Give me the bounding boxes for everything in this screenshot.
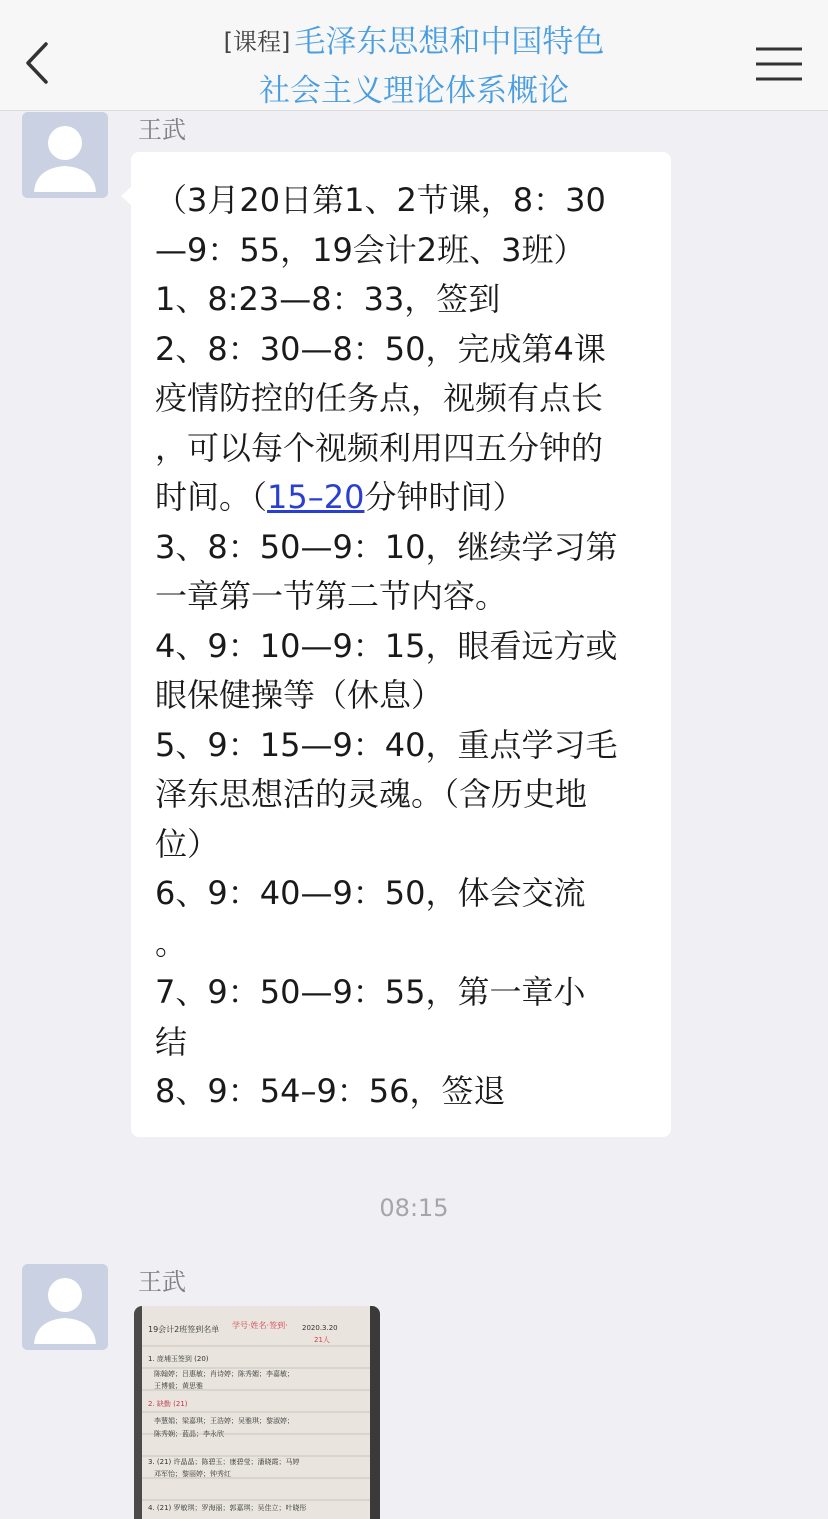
chevron-left-icon [14,30,64,94]
message-line: 泽东思想活的灵魂。（含历史地 [155,775,588,813]
photo-title: 19会计2班签到名单 [148,1325,220,1334]
photo-line: 2. 缺勤 (21) [148,1400,188,1408]
message-bubble[interactable] [131,152,671,1137]
default-user-avatar-icon [22,112,108,198]
photo-line: 1. 庞埔玉签到 (20) [148,1355,209,1363]
message-line: 。 [155,923,188,962]
message-line: 1、8:23—8：33，签到 [155,280,501,318]
course-title-line-1 [150,20,678,69]
course-title-text-1: 毛泽东思想和中国特色 [294,24,605,60]
message-line-with-link [155,473,655,523]
message-line: 疫情防控的任务点，视频有点长 [155,379,604,417]
course-title-text-2: 社会主义理论体系概论 [259,73,569,109]
message-line: 7、9：50—9：55，第一章小 [155,973,586,1011]
message-line: 时间。（ [155,478,268,516]
back-button[interactable] [14,30,64,94]
message-line: 6、9：40—9：50，体会交流 [155,874,586,912]
default-user-avatar-icon [22,1264,108,1350]
photo-line: 陈翰婷；吕惠敏；肖诗婷；陈秀媚；李嘉敏； [154,1370,294,1378]
message-line: 3、8：50—9：10，继续学习第 [155,527,618,566]
message-line: 位） [155,824,220,863]
message-line: （3月20日第1、2节课，8：30 [155,181,606,219]
sender-avatar[interactable] [22,112,108,198]
photo-line: 李慧娟；梁嘉琪；王浩婷；吴雅琪；黎淑婷； [154,1417,294,1425]
top-nav-bar [0,0,828,111]
message-line-suffix: 分钟时间） [364,478,525,516]
message-text [155,176,655,1117]
course-title [150,20,678,113]
photo-line: 王博毅；黄思雅 [154,1382,203,1390]
photo-note: 21人 [314,1336,330,1344]
message-timestamp: 08:15 [379,1194,449,1222]
menu-button[interactable] [752,40,808,88]
message-line: 4、9：10—9：15，眼看远方或 [155,626,618,665]
photo-line: 陈秀娴；蓝晶；李永欣 [154,1430,224,1438]
photo-date: 2020.3.20 [302,1324,338,1332]
message-line: 5、9：15—9：40，重点学习毛 [155,725,618,764]
message-line: 眼保健操等（休息） [155,676,444,714]
sender-name: 王武 [138,116,186,144]
photo-line: 4. (21) 罗敏琪；罗海丽；郭嘉琪；吴佳立；叶晓彤 [148,1504,307,1512]
time-range-link[interactable]: 15–20 [267,478,365,516]
photo-line: 邓军怡；黎丽婷；钟秀红 [154,1470,231,1478]
message-line: 2、8：30—8：50，完成第4课 [155,329,606,368]
message-line: ，可以每个视频利用四五分钟的 [155,428,604,467]
message-line: 一章第一节第二节内容。 [155,577,508,615]
message-line: 结 [155,1022,188,1061]
photo-line: 3. (21) 许晶晶；陈碧玉；康碧莹；潘晓霞；马婷 [148,1458,300,1466]
hamburger-menu-icon [752,40,808,88]
message-line: —9：55，19会计2班、3班） [155,230,586,269]
image-message[interactable] [134,1306,380,1519]
message-line: 8、9：54–9：56，签退 [155,1072,506,1110]
photo-header: 学号·姓名·签到· [232,1321,288,1330]
sender-avatar[interactable] [22,1264,108,1350]
handwritten-notes-photo [134,1306,380,1519]
sender-name: 王武 [138,1268,186,1296]
course-prefix: [课程] [223,28,291,56]
